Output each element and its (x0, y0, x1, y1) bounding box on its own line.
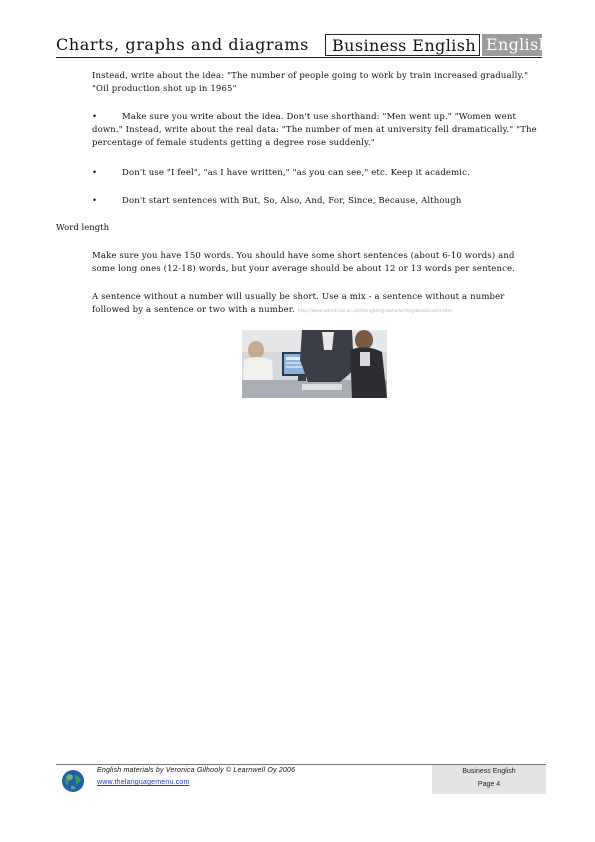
bullet-dot: • (92, 168, 98, 178)
header-course-box: Business English (325, 34, 480, 56)
page-header-title: Charts, graphs and diagrams (56, 35, 309, 54)
bullet-shorthand-text: Make sure you write about the idea. Don't use shorthand: "Men went up." "Women went down." Instead, write about the real data: "The number of men at university fell dramatically." "The percentage of female students getting a degree rose suddenly." (92, 112, 537, 148)
bullet-dot: • (92, 112, 98, 122)
bullet-feel-text: Don't use "I feel", "as I have written," "as you can see," etc. Keep it academic. (122, 168, 470, 178)
bullet-feel (92, 167, 538, 180)
footer-course-label: Business English (462, 768, 516, 775)
footer-credit: English materials by Veronica Gilhooly © Learnwell Oy 2006 (97, 767, 296, 774)
footer-page-number: Page 4 (477, 781, 501, 788)
office-photo (242, 330, 387, 398)
source-url-link[interactable]: http://www.admin.lut.ac.uk/ll/english/graphs/writingabouGraphs.htm (297, 309, 453, 314)
paragraph-instead: Instead, write about the idea: "The number of people going to work by train increased gradually." "Oil production shot up in 1965" (92, 71, 529, 94)
paragraph-sentence-mix (92, 291, 538, 318)
footer-page-box (432, 765, 546, 794)
bullet-dot: • (92, 196, 98, 206)
footer-website-link[interactable]: www.thelanguagemenu.com (97, 779, 190, 786)
paragraph-sentence-mix-text: A sentence without a number will usually be short. Use a mix - a sentence without a number followed by a sentence or two with a number. (92, 292, 505, 315)
bullet-start (92, 195, 538, 208)
header-rule (56, 57, 542, 58)
section-heading-word-length: Word length (56, 223, 110, 233)
bullet-start-text: Don't start sentences with But, So, Also, And, For, Since, Because, Although (122, 196, 462, 206)
office-photo-illustration (242, 330, 387, 398)
bullet-shorthand (92, 111, 538, 150)
paragraph-150-words: Make sure you have 150 words. You should have some short sentences (about 6-10 words) and some long ones (12-18) words, but your average should be about 12 or 13 words per sentence. (92, 251, 516, 274)
globe-icon (61, 769, 85, 793)
header-language-tag: English (482, 34, 542, 56)
